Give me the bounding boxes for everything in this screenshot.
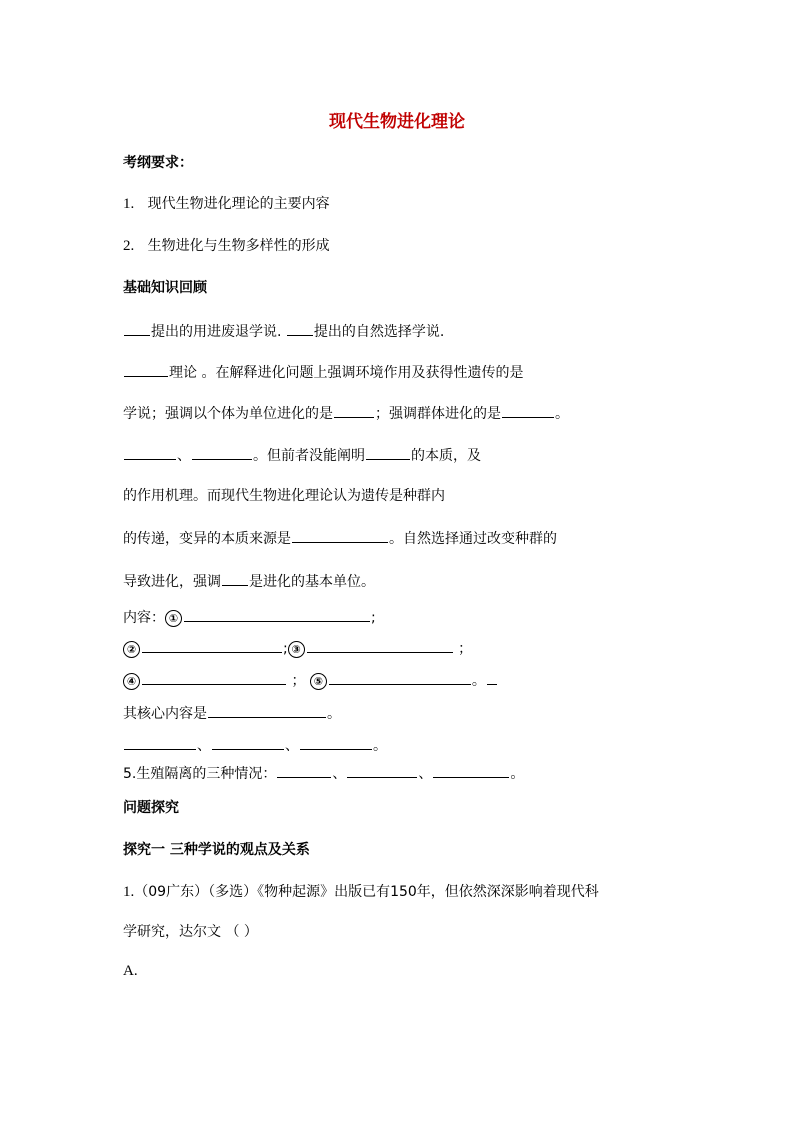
review-heading: 基础知识回顾 <box>123 280 207 296</box>
blank[interactable] <box>192 445 252 460</box>
blank[interactable] <box>184 607 370 622</box>
blank[interactable] <box>124 321 150 336</box>
content-line-1 <box>123 607 376 628</box>
review-line-7 <box>123 571 375 592</box>
review-text: 、 <box>197 738 211 754</box>
review-text: ; <box>371 610 376 626</box>
exam-requirements-heading: 考纲要求： <box>123 155 193 171</box>
blank[interactable] <box>142 638 282 653</box>
exam-item-1 <box>123 194 330 214</box>
review-line-1 <box>123 321 444 342</box>
content-line-2 <box>123 638 472 659</box>
review-line-4 <box>123 445 481 466</box>
blank[interactable] <box>208 703 326 718</box>
review-text: ； <box>291 673 306 689</box>
review-text: 提出的自然选择学说. <box>313 324 445 340</box>
explore-heading: 问题探究 <box>123 800 179 816</box>
blank[interactable] <box>487 670 497 685</box>
blank[interactable] <box>212 735 284 750</box>
review-text: 学说；强调以个体为单位进化的是 <box>123 406 333 422</box>
core-blanks-line <box>123 735 387 756</box>
blank[interactable] <box>366 445 410 460</box>
blank[interactable] <box>347 763 417 778</box>
blank[interactable] <box>124 362 168 377</box>
blank[interactable] <box>287 321 313 336</box>
review-line-3 <box>123 403 569 424</box>
review-line-5: 的作用机理。而现代生物进化理论认为遗传是种群内 <box>123 488 445 504</box>
review-text: 导致进化，强调 <box>123 574 221 590</box>
circled-number-4: ④ <box>123 673 140 690</box>
blank[interactable] <box>433 763 509 778</box>
circled-number-3: ③ <box>288 641 305 658</box>
review-text: 、 <box>177 448 191 464</box>
review-text: 理论 。在解释进化问题上强调环境作用及获得性遗传的是 <box>169 365 524 381</box>
review-text: 的本质，及 <box>411 448 481 464</box>
option-a[interactable]: A. <box>123 963 138 979</box>
review-text: 是进化的基本单位。 <box>249 574 375 590</box>
blank[interactable] <box>300 735 372 750</box>
review-text: 。 <box>373 738 387 754</box>
blank[interactable] <box>329 670 471 685</box>
review-text: ; <box>283 641 288 657</box>
blank[interactable] <box>142 670 286 685</box>
core-content-line <box>123 703 341 724</box>
review-line-6 <box>123 528 557 549</box>
review-line-2 <box>123 362 523 383</box>
blank[interactable] <box>277 763 331 778</box>
question-text: （09广东）（多选）《物种起源》出版已有150年，但依然深深影响着现代科 <box>134 884 599 900</box>
circled-number-2: ② <box>123 641 140 658</box>
page-title: 现代生物进化理论 <box>329 112 465 132</box>
review-text: 、 <box>418 766 433 782</box>
blank[interactable] <box>124 445 176 460</box>
review-text: 的传递，变异的本质来源是 <box>123 531 291 547</box>
review-text: 提出的用进废退学说. <box>151 324 282 340</box>
blank[interactable] <box>124 735 196 750</box>
blank[interactable] <box>307 638 453 653</box>
blank[interactable] <box>334 403 374 418</box>
review-text: 。自然选择通过改变种群的 <box>389 531 557 547</box>
isolation-line <box>123 763 524 784</box>
question-1-line-1 <box>123 882 599 902</box>
review-text: ；强调群体进化的是 <box>375 406 501 422</box>
review-text: 。 <box>510 766 525 782</box>
review-text: 。 <box>471 673 486 689</box>
exam-item-2-number: 2. <box>123 238 135 254</box>
circled-number-5: ⑤ <box>310 673 327 690</box>
review-text: 。 <box>327 706 341 722</box>
question-number: 1. <box>123 884 135 900</box>
circled-number-1: ① <box>165 610 182 627</box>
blank[interactable] <box>222 571 248 586</box>
review-text: 。 <box>555 406 569 422</box>
exam-item-1-text: 现代生物进化理论的主要内容 <box>147 196 330 212</box>
content-label: 内容： <box>123 610 165 626</box>
review-text: 。但前者没能阐明 <box>253 448 365 464</box>
exam-item-2 <box>123 236 330 256</box>
blank[interactable] <box>502 403 554 418</box>
question-1-line-2: 学研究，达尔文 （ ） <box>123 924 258 940</box>
review-text: ； <box>458 641 473 657</box>
explore-subheading: 探究一 三种学说的观点及关系 <box>123 842 310 858</box>
review-text: 、 <box>332 766 347 782</box>
exam-item-1-number: 1. <box>123 196 135 212</box>
core-label: 其核心内容是 <box>123 706 207 722</box>
isolation-label: 5.生殖隔离的三种情况： <box>123 766 277 782</box>
content-line-3 <box>123 670 498 691</box>
blank[interactable] <box>292 528 388 543</box>
exam-item-2-text: 生物进化与生物多样性的形成 <box>147 238 330 254</box>
review-text: 、 <box>285 738 299 754</box>
